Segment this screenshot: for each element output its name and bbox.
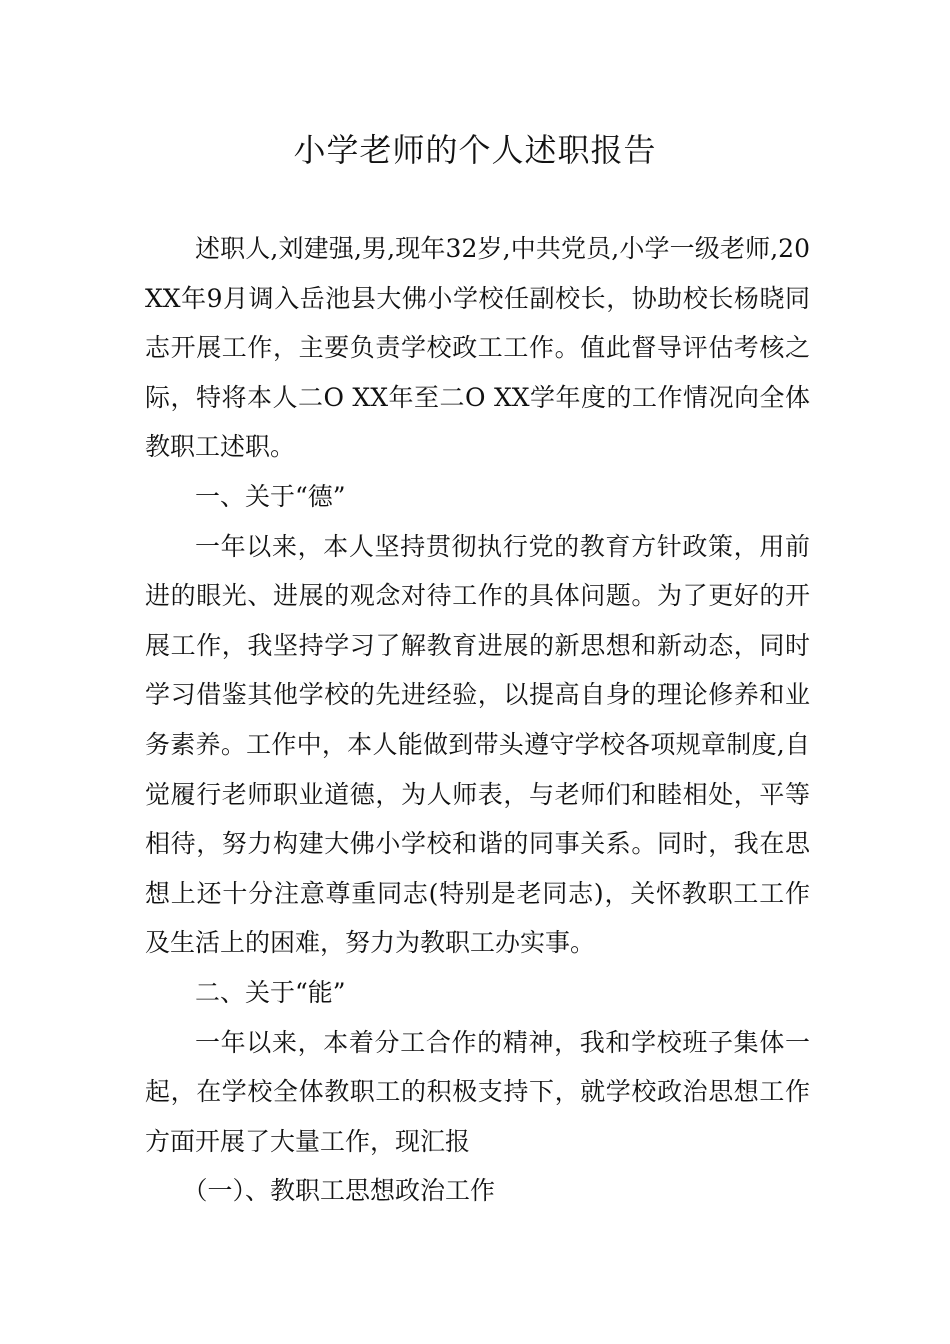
section-heading-de: 一、关于“德”: [195, 481, 346, 511]
document-title: 小学老师的个人述职报告: [293, 131, 657, 169]
neng-paragraph: 一年以来，本着分工合作的精神，我和学校班子集体一起，在学校全体教职工的积极支持下，就学校政治思想工作方面开展了大量工作，现汇报: [145, 1027, 810, 1156]
subsection-heading-political-work: （一）、教职工思想政治工作: [182, 1176, 496, 1206]
document-body: [145, 224, 810, 1216]
section-heading-neng: 二、关于“能”: [195, 977, 346, 1007]
intro-paragraph: 述职人,刘建强,男,现年32岁,中共党员,小学一级老师,20XX年9月调入岳池县大佛小学校任副校长，协助校长杨晓同志开展工作，主要负责学校政工工作。值此督导评估考核之际，特将本人二O XX年至二O XX学年度的工作情况向全体教职工述职。: [145, 234, 810, 462]
de-paragraph: 一年以来，本人坚持贯彻执行党的教育方针政策，用前进的眼光、进展的观念对待工作的具体问题。为了更好的开展工作，我坚持学习了解教育进展的新思想和新动态，同时学习借鉴其他学校的先进经验，以提高自身的理论修养和业务素养。工作中，本人能做到带头遵守学校各项规章制度,自觉履行老师职业道德，为人师表，与老师们和睦相处，平等相待，努力构建大佛小学校和谐的同事关系。同时，我在思想上还十分注意尊重同志(特别是老同志)，关怀教职工工作及生活上的困难，努力为教职工办实事。: [145, 531, 810, 958]
